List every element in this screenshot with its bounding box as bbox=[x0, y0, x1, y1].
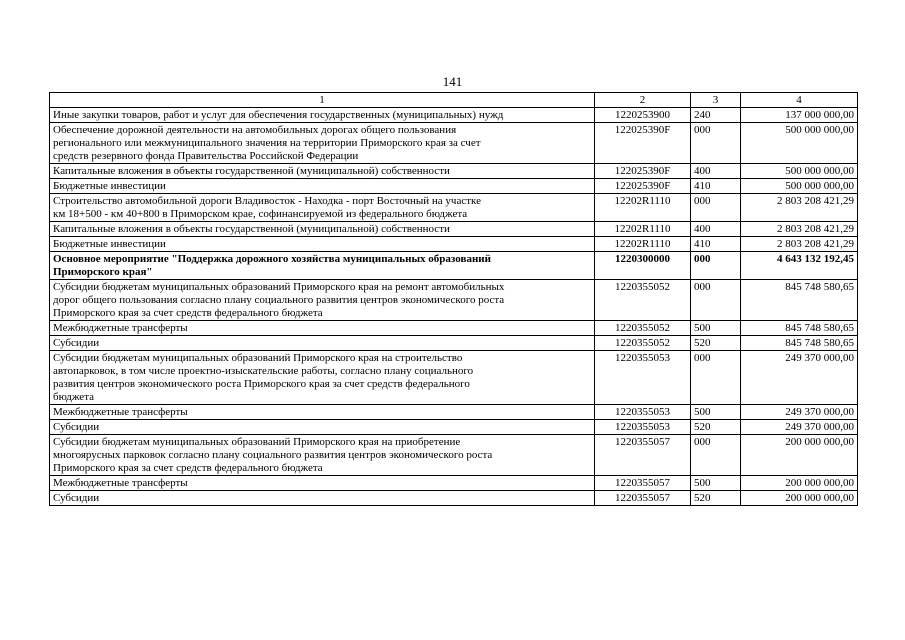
row-kind-cell: 520 bbox=[691, 491, 741, 506]
table-row bbox=[50, 194, 858, 222]
column-header-name: 1 bbox=[50, 93, 595, 108]
table-row bbox=[50, 280, 858, 321]
row-kind-cell: 410 bbox=[691, 179, 741, 194]
row-code-cell: 12202R1110 bbox=[595, 237, 691, 252]
row-name-cell bbox=[50, 476, 595, 491]
table-row bbox=[50, 491, 858, 506]
row-code-cell: 1220355057 bbox=[595, 435, 691, 476]
table-row bbox=[50, 164, 858, 179]
row-name-cell bbox=[50, 222, 595, 237]
row-amount-cell: 137 000 000,00 bbox=[741, 108, 858, 123]
table-row bbox=[50, 179, 858, 194]
row-kind-cell: 000 bbox=[691, 435, 741, 476]
row-name-line: Приморского края за счет средств федерального бюджета bbox=[53, 462, 323, 474]
table-row bbox=[50, 351, 858, 405]
row-amount-cell: 249 370 000,00 bbox=[741, 351, 858, 405]
row-amount-cell: 845 748 580,65 bbox=[741, 321, 858, 336]
row-name-line: развития центров экономического роста Приморского края за счет средств федерального bbox=[53, 378, 470, 390]
row-amount-cell: 2 803 208 421,29 bbox=[741, 222, 858, 237]
row-name-cell bbox=[50, 420, 595, 435]
row-name-cell bbox=[50, 405, 595, 420]
row-name-cell bbox=[50, 123, 595, 164]
row-amount-cell: 845 748 580,65 bbox=[741, 336, 858, 351]
page-number: 141 bbox=[442, 74, 463, 89]
row-name-line: Капитальные вложения в объекты государственной (муниципальной) собственности bbox=[53, 165, 450, 177]
row-name-cell bbox=[50, 435, 595, 476]
row-code-cell: 1220355057 bbox=[595, 491, 691, 506]
column-header-amount: 4 bbox=[741, 93, 858, 108]
table-row bbox=[50, 252, 858, 280]
row-code-cell: 1220355052 bbox=[595, 280, 691, 321]
row-name-cell bbox=[50, 108, 595, 123]
row-code-cell: 122025390F bbox=[595, 123, 691, 164]
row-name-cell bbox=[50, 237, 595, 252]
row-name-line: автопарковок, в том числе проектно-изыскательские работы, согласно плану социального bbox=[53, 365, 474, 377]
row-name-line: Межбюджетные трансферты bbox=[53, 322, 188, 334]
row-name-line: Субсидии бюджетам муниципальных образований Приморского края на строительство bbox=[53, 352, 463, 364]
row-kind-cell: 500 bbox=[691, 405, 741, 420]
table-row bbox=[50, 222, 858, 237]
row-amount-cell: 500 000 000,00 bbox=[741, 179, 858, 194]
row-name-line: дорог общего пользования согласно плану социального развития центров экономического роста bbox=[53, 294, 505, 306]
row-kind-cell: 520 bbox=[691, 420, 741, 435]
row-name-cell bbox=[50, 164, 595, 179]
row-code-cell: 1220355057 bbox=[595, 476, 691, 491]
row-name-line: Субсидии bbox=[53, 337, 100, 349]
row-kind-cell: 000 bbox=[691, 123, 741, 164]
row-name-line: Межбюджетные трансферты bbox=[53, 406, 188, 418]
table-row bbox=[50, 108, 858, 123]
row-kind-cell: 500 bbox=[691, 476, 741, 491]
row-name-line: Строительство автомобильной дороги Владивосток - Находка - порт Восточный на участке bbox=[53, 195, 481, 207]
row-amount-cell: 200 000 000,00 bbox=[741, 476, 858, 491]
table-row bbox=[50, 237, 858, 252]
row-name-line: Приморского края" bbox=[53, 266, 153, 278]
row-code-cell: 122025390F bbox=[595, 179, 691, 194]
row-code-cell: 1220300000 bbox=[595, 252, 691, 280]
table-row bbox=[50, 336, 858, 351]
row-name-cell bbox=[50, 252, 595, 280]
row-kind-cell: 000 bbox=[691, 351, 741, 405]
row-name-line: Иные закупки товаров, работ и услуг для обеспечения государственных (муниципальных) нужд bbox=[53, 109, 504, 121]
row-name-line: Бюджетные инвестиции bbox=[53, 238, 166, 250]
row-kind-cell: 400 bbox=[691, 164, 741, 179]
row-name-line: Субсидии bbox=[53, 421, 100, 433]
row-name-line: Приморского края за счет средств федерального бюджета bbox=[53, 307, 323, 319]
row-name-line: км 18+500 - км 40+800 в Приморском крае, софинансируемой из федерального бюджета bbox=[53, 208, 468, 220]
row-amount-cell: 200 000 000,00 bbox=[741, 435, 858, 476]
row-amount-cell: 500 000 000,00 bbox=[741, 123, 858, 164]
row-code-cell: 1220355052 bbox=[595, 336, 691, 351]
row-kind-cell: 240 bbox=[691, 108, 741, 123]
row-name-cell bbox=[50, 280, 595, 321]
table-row bbox=[50, 420, 858, 435]
row-kind-cell: 000 bbox=[691, 252, 741, 280]
row-name-line: Бюджетные инвестиции bbox=[53, 180, 166, 192]
column-header-code: 2 bbox=[595, 93, 691, 108]
table-row bbox=[50, 476, 858, 491]
row-name-line: средств резервного фонда Правительства Российской Федерации bbox=[53, 150, 359, 162]
row-name-cell bbox=[50, 321, 595, 336]
row-amount-cell: 500 000 000,00 bbox=[741, 164, 858, 179]
row-kind-cell: 520 bbox=[691, 336, 741, 351]
row-amount-cell: 200 000 000,00 bbox=[741, 491, 858, 506]
row-name-cell bbox=[50, 351, 595, 405]
budget-table bbox=[49, 92, 858, 506]
row-code-cell: 12202R1110 bbox=[595, 194, 691, 222]
row-amount-cell: 845 748 580,65 bbox=[741, 280, 858, 321]
row-code-cell: 122025390F bbox=[595, 164, 691, 179]
row-name-cell bbox=[50, 194, 595, 222]
column-header-kind: 3 bbox=[691, 93, 741, 108]
row-kind-cell: 500 bbox=[691, 321, 741, 336]
table-row bbox=[50, 405, 858, 420]
row-name-line: Субсидии бюджетам муниципальных образований Приморского края на ремонт автомобильных bbox=[53, 281, 505, 293]
row-amount-cell: 249 370 000,00 bbox=[741, 420, 858, 435]
row-name-line: бюджета bbox=[53, 391, 95, 403]
row-amount-cell: 4 643 132 192,45 bbox=[741, 252, 858, 280]
row-code-cell: 1220253900 bbox=[595, 108, 691, 123]
row-name-line: Субсидии bbox=[53, 492, 100, 504]
row-kind-cell: 400 bbox=[691, 222, 741, 237]
row-code-cell: 12202R1110 bbox=[595, 222, 691, 237]
row-name-line: многоярусных парковок согласно плану социального развития центров экономического роста bbox=[53, 449, 493, 461]
table-row bbox=[50, 321, 858, 336]
row-amount-cell: 2 803 208 421,29 bbox=[741, 237, 858, 252]
table-header-row bbox=[50, 93, 858, 108]
row-kind-cell: 000 bbox=[691, 280, 741, 321]
row-name-line: Межбюджетные трансферты bbox=[53, 477, 188, 489]
table-row bbox=[50, 123, 858, 164]
row-name-line: Обеспечение дорожной деятельности на автомобильных дорогах общего пользования bbox=[53, 124, 457, 136]
table-body bbox=[50, 108, 858, 506]
row-name-cell bbox=[50, 179, 595, 194]
row-name-line: Основное мероприятие "Поддержка дорожного хозяйства муниципальных образований bbox=[53, 253, 491, 265]
row-name-cell bbox=[50, 336, 595, 351]
row-amount-cell: 2 803 208 421,29 bbox=[741, 194, 858, 222]
row-code-cell: 1220355053 bbox=[595, 405, 691, 420]
table-row bbox=[50, 435, 858, 476]
row-amount-cell: 249 370 000,00 bbox=[741, 405, 858, 420]
row-code-cell: 1220355053 bbox=[595, 351, 691, 405]
row-name-cell bbox=[50, 491, 595, 506]
row-code-cell: 1220355053 bbox=[595, 420, 691, 435]
row-name-line: регионального или межмуниципального значения на территории Приморского края за счет bbox=[53, 137, 481, 149]
row-code-cell: 1220355052 bbox=[595, 321, 691, 336]
row-name-line: Капитальные вложения в объекты государственной (муниципальной) собственности bbox=[53, 223, 450, 235]
row-kind-cell: 000 bbox=[691, 194, 741, 222]
row-kind-cell: 410 bbox=[691, 237, 741, 252]
row-name-line: Субсидии бюджетам муниципальных образований Приморского края на приобретение bbox=[53, 436, 461, 448]
